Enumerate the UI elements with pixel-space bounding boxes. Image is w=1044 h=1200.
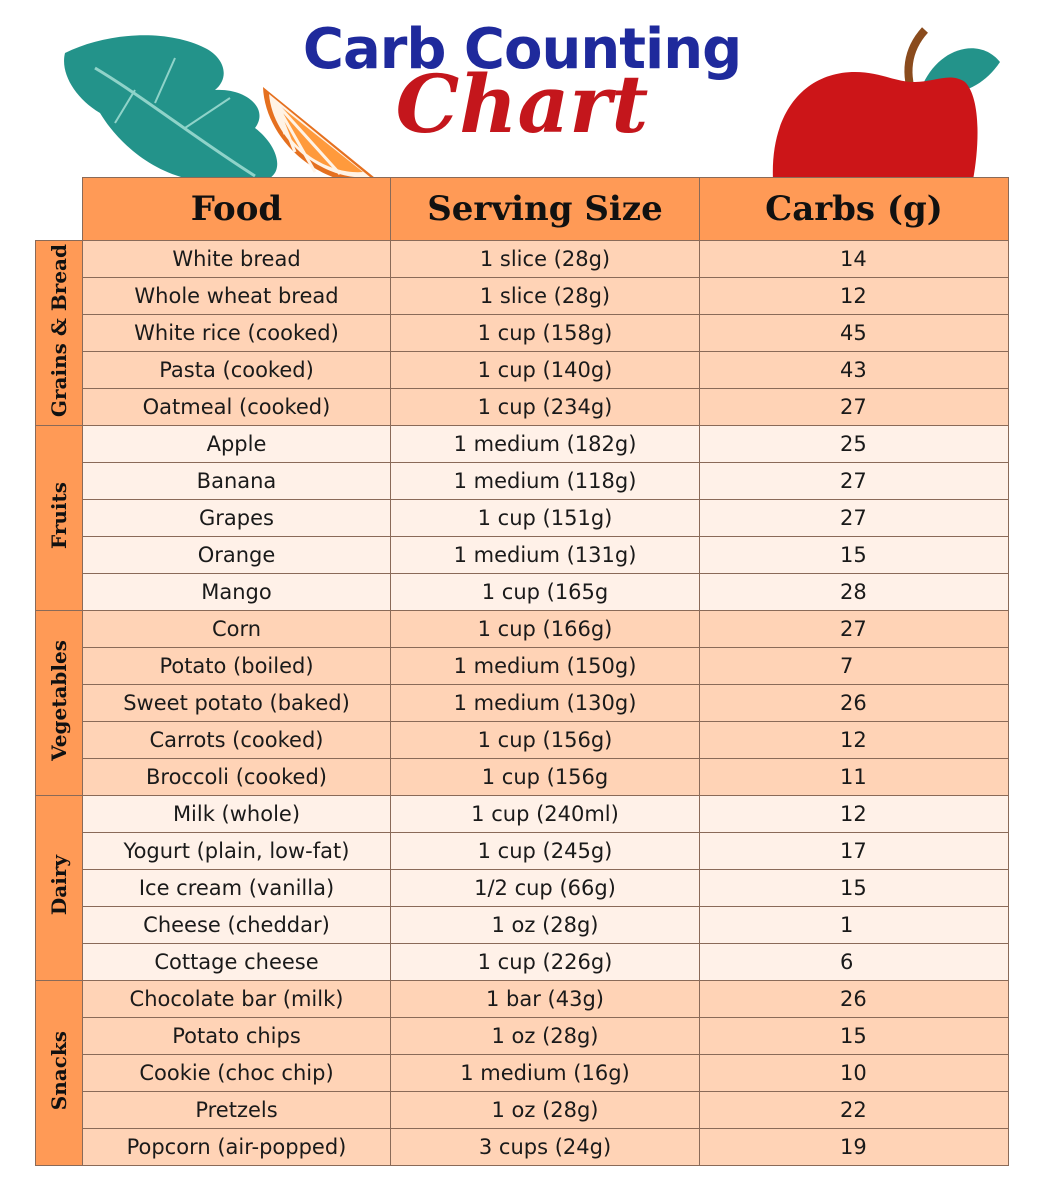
carbs-cell: 17 xyxy=(700,833,1009,870)
food-cell: White bread xyxy=(83,241,391,278)
table-row xyxy=(36,685,1009,722)
table-row xyxy=(36,278,1009,315)
serving-cell: 1 cup (226g) xyxy=(391,944,700,981)
food-cell: Oatmeal (cooked) xyxy=(83,389,391,426)
category-cell xyxy=(36,241,83,426)
food-cell: Mango xyxy=(83,574,391,611)
serving-cell: 1 slice (28g) xyxy=(391,241,700,278)
carbs-cell: 14 xyxy=(700,241,1009,278)
table-row xyxy=(36,426,1009,463)
table-row xyxy=(36,463,1009,500)
carbs-cell: 12 xyxy=(700,796,1009,833)
header xyxy=(0,0,1044,178)
carbs-cell: 6 xyxy=(700,944,1009,981)
food-cell: Cookie (choc chip) xyxy=(83,1055,391,1092)
carbs-cell: 22 xyxy=(700,1092,1009,1129)
table-row xyxy=(36,389,1009,426)
serving-cell: 1 cup (156g xyxy=(391,759,700,796)
category-label: Snacks xyxy=(47,1030,71,1111)
category-label: Grains & Bread xyxy=(47,243,71,418)
food-cell: Cheese (cheddar) xyxy=(83,907,391,944)
carbs-cell: 26 xyxy=(700,685,1009,722)
serving-cell: 1 oz (28g) xyxy=(391,1018,700,1055)
table-row xyxy=(36,500,1009,537)
table-row xyxy=(36,574,1009,611)
carbs-cell: 15 xyxy=(700,1018,1009,1055)
serving-cell: 1 cup (166g) xyxy=(391,611,700,648)
carbs-cell: 1 xyxy=(700,907,1009,944)
carbs-cell: 15 xyxy=(700,537,1009,574)
serving-cell: 1 bar (43g) xyxy=(391,981,700,1018)
serving-cell: 1 medium (182g) xyxy=(391,426,700,463)
carbs-cell: 12 xyxy=(700,722,1009,759)
serving-cell: 1 cup (140g) xyxy=(391,352,700,389)
category-cell xyxy=(36,981,83,1166)
serving-cell: 1 slice (28g) xyxy=(391,278,700,315)
table-row xyxy=(36,870,1009,907)
food-cell: Popcorn (air-popped) xyxy=(83,1129,391,1166)
table-row xyxy=(36,833,1009,870)
serving-cell: 1 medium (130g) xyxy=(391,685,700,722)
serving-cell: 1 cup (234g) xyxy=(391,389,700,426)
table-row xyxy=(36,1092,1009,1129)
carbs-cell: 26 xyxy=(700,981,1009,1018)
carbs-cell: 45 xyxy=(700,315,1009,352)
category-cell xyxy=(36,611,83,796)
header-serving-size: Serving Size xyxy=(391,178,700,241)
serving-cell: 1 medium (16g) xyxy=(391,1055,700,1092)
table-row xyxy=(36,981,1009,1018)
food-cell: White rice (cooked) xyxy=(83,315,391,352)
carb-table xyxy=(35,177,1009,1166)
carbs-cell: 28 xyxy=(700,574,1009,611)
serving-cell: 1 medium (118g) xyxy=(391,463,700,500)
carbs-cell: 10 xyxy=(700,1055,1009,1092)
food-cell: Grapes xyxy=(83,500,391,537)
table-row xyxy=(36,907,1009,944)
table-row xyxy=(36,352,1009,389)
serving-cell: 1 cup (156g) xyxy=(391,722,700,759)
title: Carb Counting xyxy=(302,17,742,82)
serving-cell: 1 medium (131g) xyxy=(391,537,700,574)
serving-cell: 1 cup (165g xyxy=(391,574,700,611)
table-row xyxy=(36,1129,1009,1166)
table-row xyxy=(36,722,1009,759)
food-cell: Pretzels xyxy=(83,1092,391,1129)
food-cell: Broccoli (cooked) xyxy=(83,759,391,796)
category-label: Dairy xyxy=(47,855,71,916)
food-cell: Milk (whole) xyxy=(83,796,391,833)
serving-cell: 1 oz (28g) xyxy=(391,1092,700,1129)
category-label: Vegetables xyxy=(47,640,71,761)
serving-cell: 1/2 cup (66g) xyxy=(391,870,700,907)
carbs-cell: 12 xyxy=(700,278,1009,315)
subtitle: Chart xyxy=(395,57,649,151)
table-row xyxy=(36,1018,1009,1055)
food-cell: Apple xyxy=(83,426,391,463)
food-cell: Carrots (cooked) xyxy=(83,722,391,759)
carbs-cell: 27 xyxy=(700,389,1009,426)
table-row xyxy=(36,537,1009,574)
food-cell: Potato (boiled) xyxy=(83,648,391,685)
carbs-cell: 7 xyxy=(700,648,1009,685)
food-cell: Ice cream (vanilla) xyxy=(83,870,391,907)
carbs-cell: 27 xyxy=(700,463,1009,500)
table-row xyxy=(36,241,1009,278)
serving-cell: 1 cup (245g) xyxy=(391,833,700,870)
food-cell: Corn xyxy=(83,611,391,648)
serving-cell: 1 medium (150g) xyxy=(391,648,700,685)
serving-cell: 1 cup (240ml) xyxy=(391,796,700,833)
header-corner xyxy=(36,178,83,241)
food-cell: Orange xyxy=(83,537,391,574)
table-row xyxy=(36,944,1009,981)
carbs-cell: 25 xyxy=(700,426,1009,463)
header-food: Food xyxy=(83,178,391,241)
table-row xyxy=(36,1055,1009,1092)
food-cell: Pasta (cooked) xyxy=(83,352,391,389)
food-cell: Chocolate bar (milk) xyxy=(83,981,391,1018)
serving-cell: 1 oz (28g) xyxy=(391,907,700,944)
header-carbs: Carbs (g) xyxy=(700,178,1009,241)
table-row xyxy=(36,315,1009,352)
food-cell: Potato chips xyxy=(83,1018,391,1055)
serving-cell: 1 cup (158g) xyxy=(391,315,700,352)
table-row xyxy=(36,648,1009,685)
carbs-cell: 27 xyxy=(700,611,1009,648)
food-cell: Whole wheat bread xyxy=(83,278,391,315)
serving-cell: 1 cup (151g) xyxy=(391,500,700,537)
table-row xyxy=(36,611,1009,648)
food-cell: Yogurt (plain, low-fat) xyxy=(83,833,391,870)
table-body xyxy=(36,241,1009,1166)
carbs-cell: 27 xyxy=(700,500,1009,537)
food-cell: Cottage cheese xyxy=(83,944,391,981)
table-row xyxy=(36,796,1009,833)
food-cell: Sweet potato (baked) xyxy=(83,685,391,722)
carbs-cell: 11 xyxy=(700,759,1009,796)
category-cell xyxy=(36,426,83,611)
category-cell xyxy=(36,796,83,981)
carbs-cell: 15 xyxy=(700,870,1009,907)
serving-cell: 3 cups (24g) xyxy=(391,1129,700,1166)
category-label: Fruits xyxy=(47,481,71,550)
table-row xyxy=(36,759,1009,796)
food-cell: Banana xyxy=(83,463,391,500)
carbs-cell: 19 xyxy=(700,1129,1009,1166)
carbs-cell: 43 xyxy=(700,352,1009,389)
table-header-row xyxy=(36,178,1009,241)
